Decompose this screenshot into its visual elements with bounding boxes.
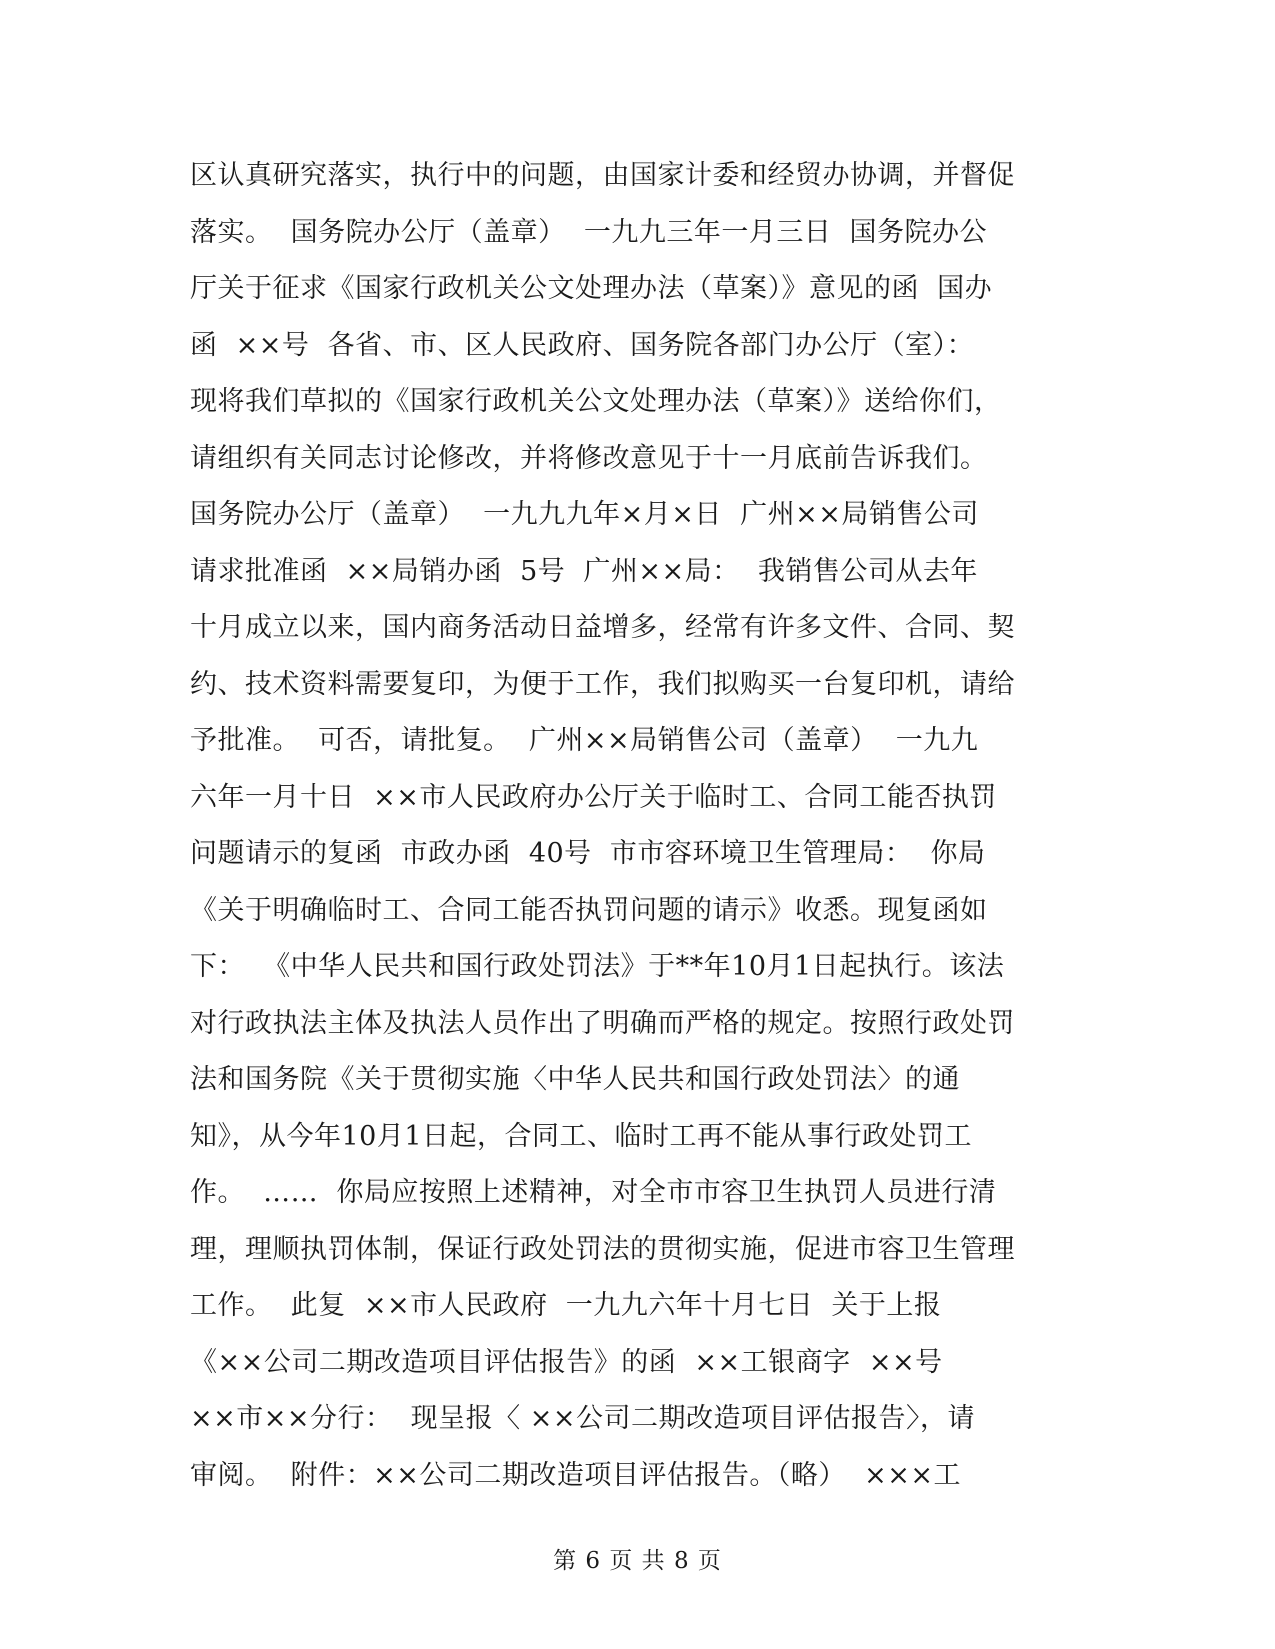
text-line-6: 请组织有关同志讨论修改，并将修改意见于十一月底前告诉我们。 [190,442,988,474]
text-line-24: 审阅。 附件：××公司二期改造项目评估报告。（略） ×××工 [190,1459,961,1491]
text-line-5: 现将我们草拟的《国家行政机关公文处理办法（草案）》送给你们， [190,386,1002,417]
text-line-13: 问题请示的复函 市政办函 40号 市市容环境卫生管理局： 你局 [190,838,986,869]
text-line-15: 下： 《中华人民共和国行政处罚法》于**年10月1日起执行。该法 [190,951,1005,982]
text-line-21: 工作。 此复 ××市人民政府 一九九六年十月七日 关于上报 [190,1290,942,1321]
text-line-10: 约、技术资料需要复印，为便于工作，我们拟购买一台复印机，请给 [190,668,1015,700]
page-number-footer: 第 6 页 共 8 页 [553,1548,722,1574]
text-line-9: 十月成立以来，国内商务活动日益增多，经常有许多文件、合同、契 [190,612,1015,643]
text-line-11: 予批准。 可否，请批复。 广州××局销售公司（盖章） 一九九 [190,725,979,756]
text-line-8: 请求批准函 ××局销办函 5号 广州××局： 我销售公司从去年 [190,555,978,587]
text-line-4: 函 ××号 各省、市、区人民政府、国务院各部门办公厅（室）： [190,329,975,361]
text-line-19: 作。 …… 你局应按照上述精神，对全市市容卫生执罚人员进行清 [190,1177,997,1208]
text-line-14: 《关于明确临时工、合同工能否执罚问题的请示》收悉。现复函如 [190,894,988,926]
text-line-7: 国务院办公厅（盖章） 一九九九年×月×日 广州××局销售公司 [190,499,979,530]
text-line-2: 落实。 国务院办公厅（盖章） 一九九三年一月三日 国务院办公 [190,216,987,248]
text-line-23: ××市××分行： 现呈报〈 ××公司二期改造项目评估报告〉，请 [190,1403,975,1434]
text-line-20: 理，理顺执罚体制，保证行政处罚法的贯彻实施，促进市容卫生管理 [190,1233,1015,1265]
text-line-18: 知》，从今年10月1日起，合同工、临时工再不能从事行政处罚工 [190,1120,973,1152]
text-line-12: 六年一月十日 ××市人民政府办公厅关于临时工、合同工能否执罚 [190,781,997,813]
document-body [190,148,1090,1504]
text-line-1: 区认真研究落实，执行中的问题，由国家计委和经贸办协调，并督促 [190,160,1015,191]
text-line-22: 《××公司二期改造项目评估报告》的函 ××工银商字 ××号 [190,1346,943,1378]
text-line-3: 厅关于征求《国家行政机关公文处理办法（草案）》意见的函 国办 [190,273,993,304]
text-line-17: 法和国务院《关于贯彻实施〈中华人民共和国行政处罚法〉的通 [190,1064,960,1095]
text-line-16: 对行政执法主体及执法人员作出了明确而严格的规定。按照行政处罚 [190,1007,1015,1039]
